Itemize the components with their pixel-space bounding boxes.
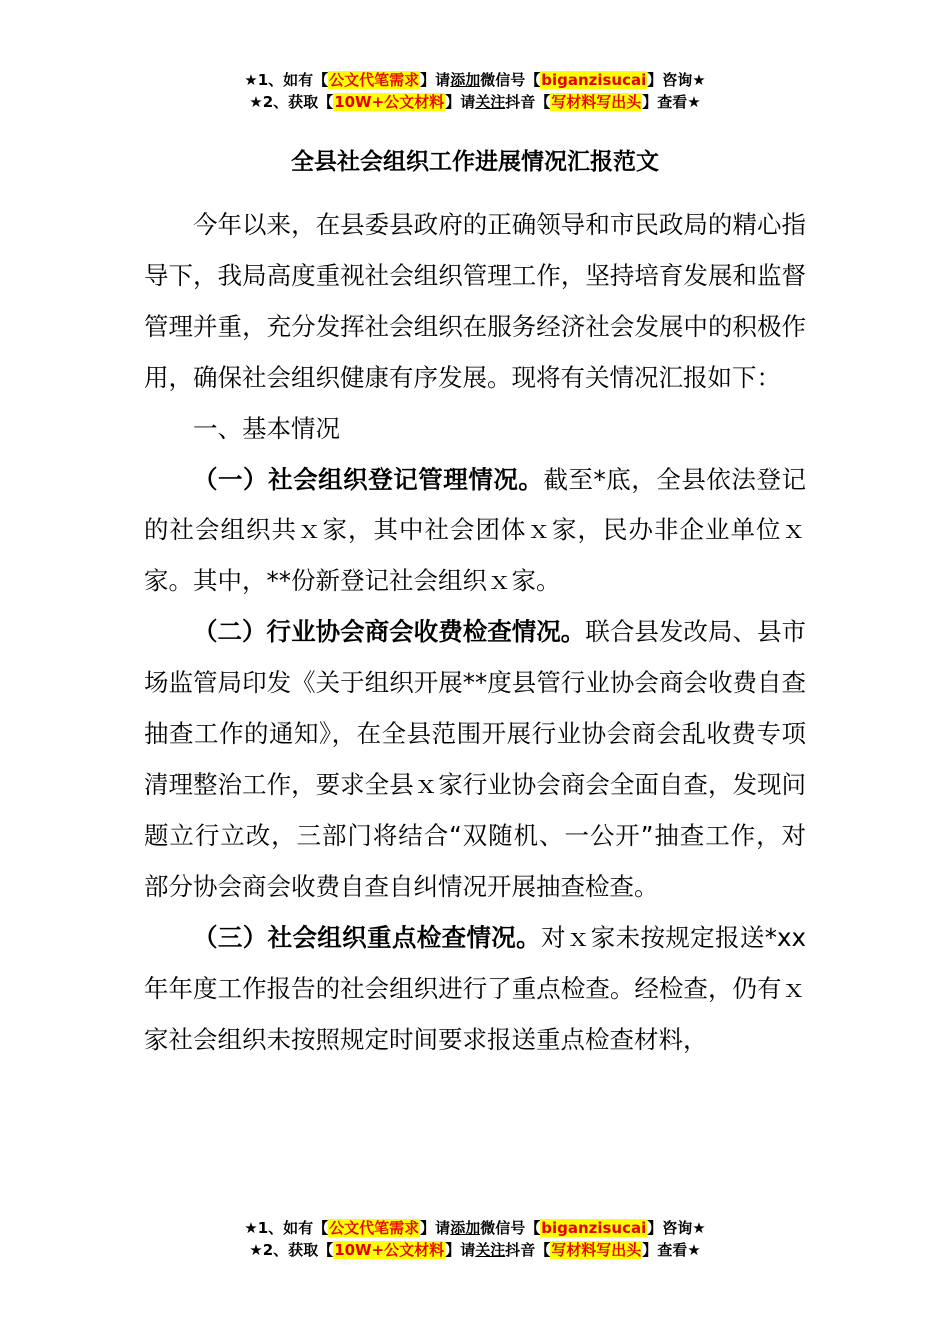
item-paragraph-3 (144, 913, 806, 1066)
banner-underlined: 关注 (475, 1241, 506, 1259)
banner-underlined: 添加 (450, 1219, 481, 1237)
intro-paragraph: 今年以来，在县委县政府的正确领导和市民政局的精心指导下，我局高度重视社会组织管理工作，坚持培育发展和监督管理并重，充分发挥社会组织在服务经济社会发展中的积极作用，确保社会组织健康有序发展。现将有关情况汇报如下： (144, 210, 806, 392)
banner-text: ★2、获取【 (249, 93, 334, 111)
banner-text: 】请 (420, 71, 451, 89)
item-lead: （一）社会组织登记管理情况。 (193, 464, 544, 494)
banner-text: 】查看★ (642, 93, 701, 111)
banner-highlight: 写材料写出头 (551, 93, 642, 111)
banner-text: 】请 (420, 1219, 451, 1237)
banner-highlight: 10W+公文材料 (334, 1241, 445, 1259)
item-paragraph-2 (144, 607, 806, 912)
banner-text: 】请 (445, 1241, 476, 1259)
banner-text: ★1、如有【 (244, 1219, 329, 1237)
item-lead: （二）行业协会商会收费检查情况。 (193, 617, 586, 647)
banner-line-2 (0, 91, 950, 113)
banner-text: ★2、获取【 (249, 1241, 334, 1259)
header-banner (0, 69, 950, 113)
banner-underlined: 添加 (450, 71, 481, 89)
banner-text: 】查看★ (642, 1241, 701, 1259)
banner-text: 微信号【 (480, 71, 541, 89)
item-text: 截至*底，全县依法登记的社会组织共ｘ家，其中社会团体ｘ家，民办非企业单位ｘ家。其中，**份新登记社会组织ｘ家。 (144, 464, 806, 596)
banner-highlight: 公文代笔需求 (329, 1219, 420, 1237)
banner-highlight: 公文代笔需求 (329, 71, 420, 89)
document-title: 全县社会组织工作进展情况汇报范文 (291, 149, 659, 175)
banner-text: 】请 (445, 93, 476, 111)
banner-highlight: 10W+公文材料 (334, 93, 445, 111)
document-body (144, 200, 806, 1065)
footer-banner (0, 1217, 950, 1261)
item-lead: （三）社会组织重点检查情况。 (193, 922, 542, 952)
banner-text: 抖音【 (505, 93, 551, 111)
banner-highlight: biganzisucai (541, 1219, 647, 1237)
item-text: 联合县发改局、县市场监管局印发《关于组织开展**度县管行业协会商会收费自查抽查工作的通知》，在全县范围开展行业协会商会乱收费专项清理整治工作，要求全县ｘ家行业协会商会全面自查，发现问题立行立改，三部门将结合“双随机、一公开”抽查工作，对部分协会商会收费自查自纠情况开展抽查检查。 (144, 617, 807, 901)
section-heading: 一、基本情况 (193, 413, 340, 443)
banner-line-2 (0, 1239, 950, 1261)
banner-highlight: biganzisucai (541, 71, 647, 89)
item-paragraph-1 (144, 455, 806, 608)
banner-text: ★1、如有【 (244, 71, 329, 89)
banner-line-1 (0, 69, 950, 91)
banner-text: 】咨询★ (647, 71, 706, 89)
banner-highlight: 写材料写出头 (551, 1241, 642, 1259)
banner-text: 抖音【 (505, 1241, 551, 1259)
banner-text: 微信号【 (480, 1219, 541, 1237)
item-text: 对ｘ家未按规定报送*xx年年度工作报告的社会组织进行了重点检查。经检查，仍有ｘ家社会组织未按照规定时间要求报送重点检查材料， (144, 922, 807, 1054)
banner-underlined: 关注 (475, 93, 506, 111)
banner-line-1 (0, 1217, 950, 1239)
banner-text: 】咨询★ (647, 1219, 706, 1237)
